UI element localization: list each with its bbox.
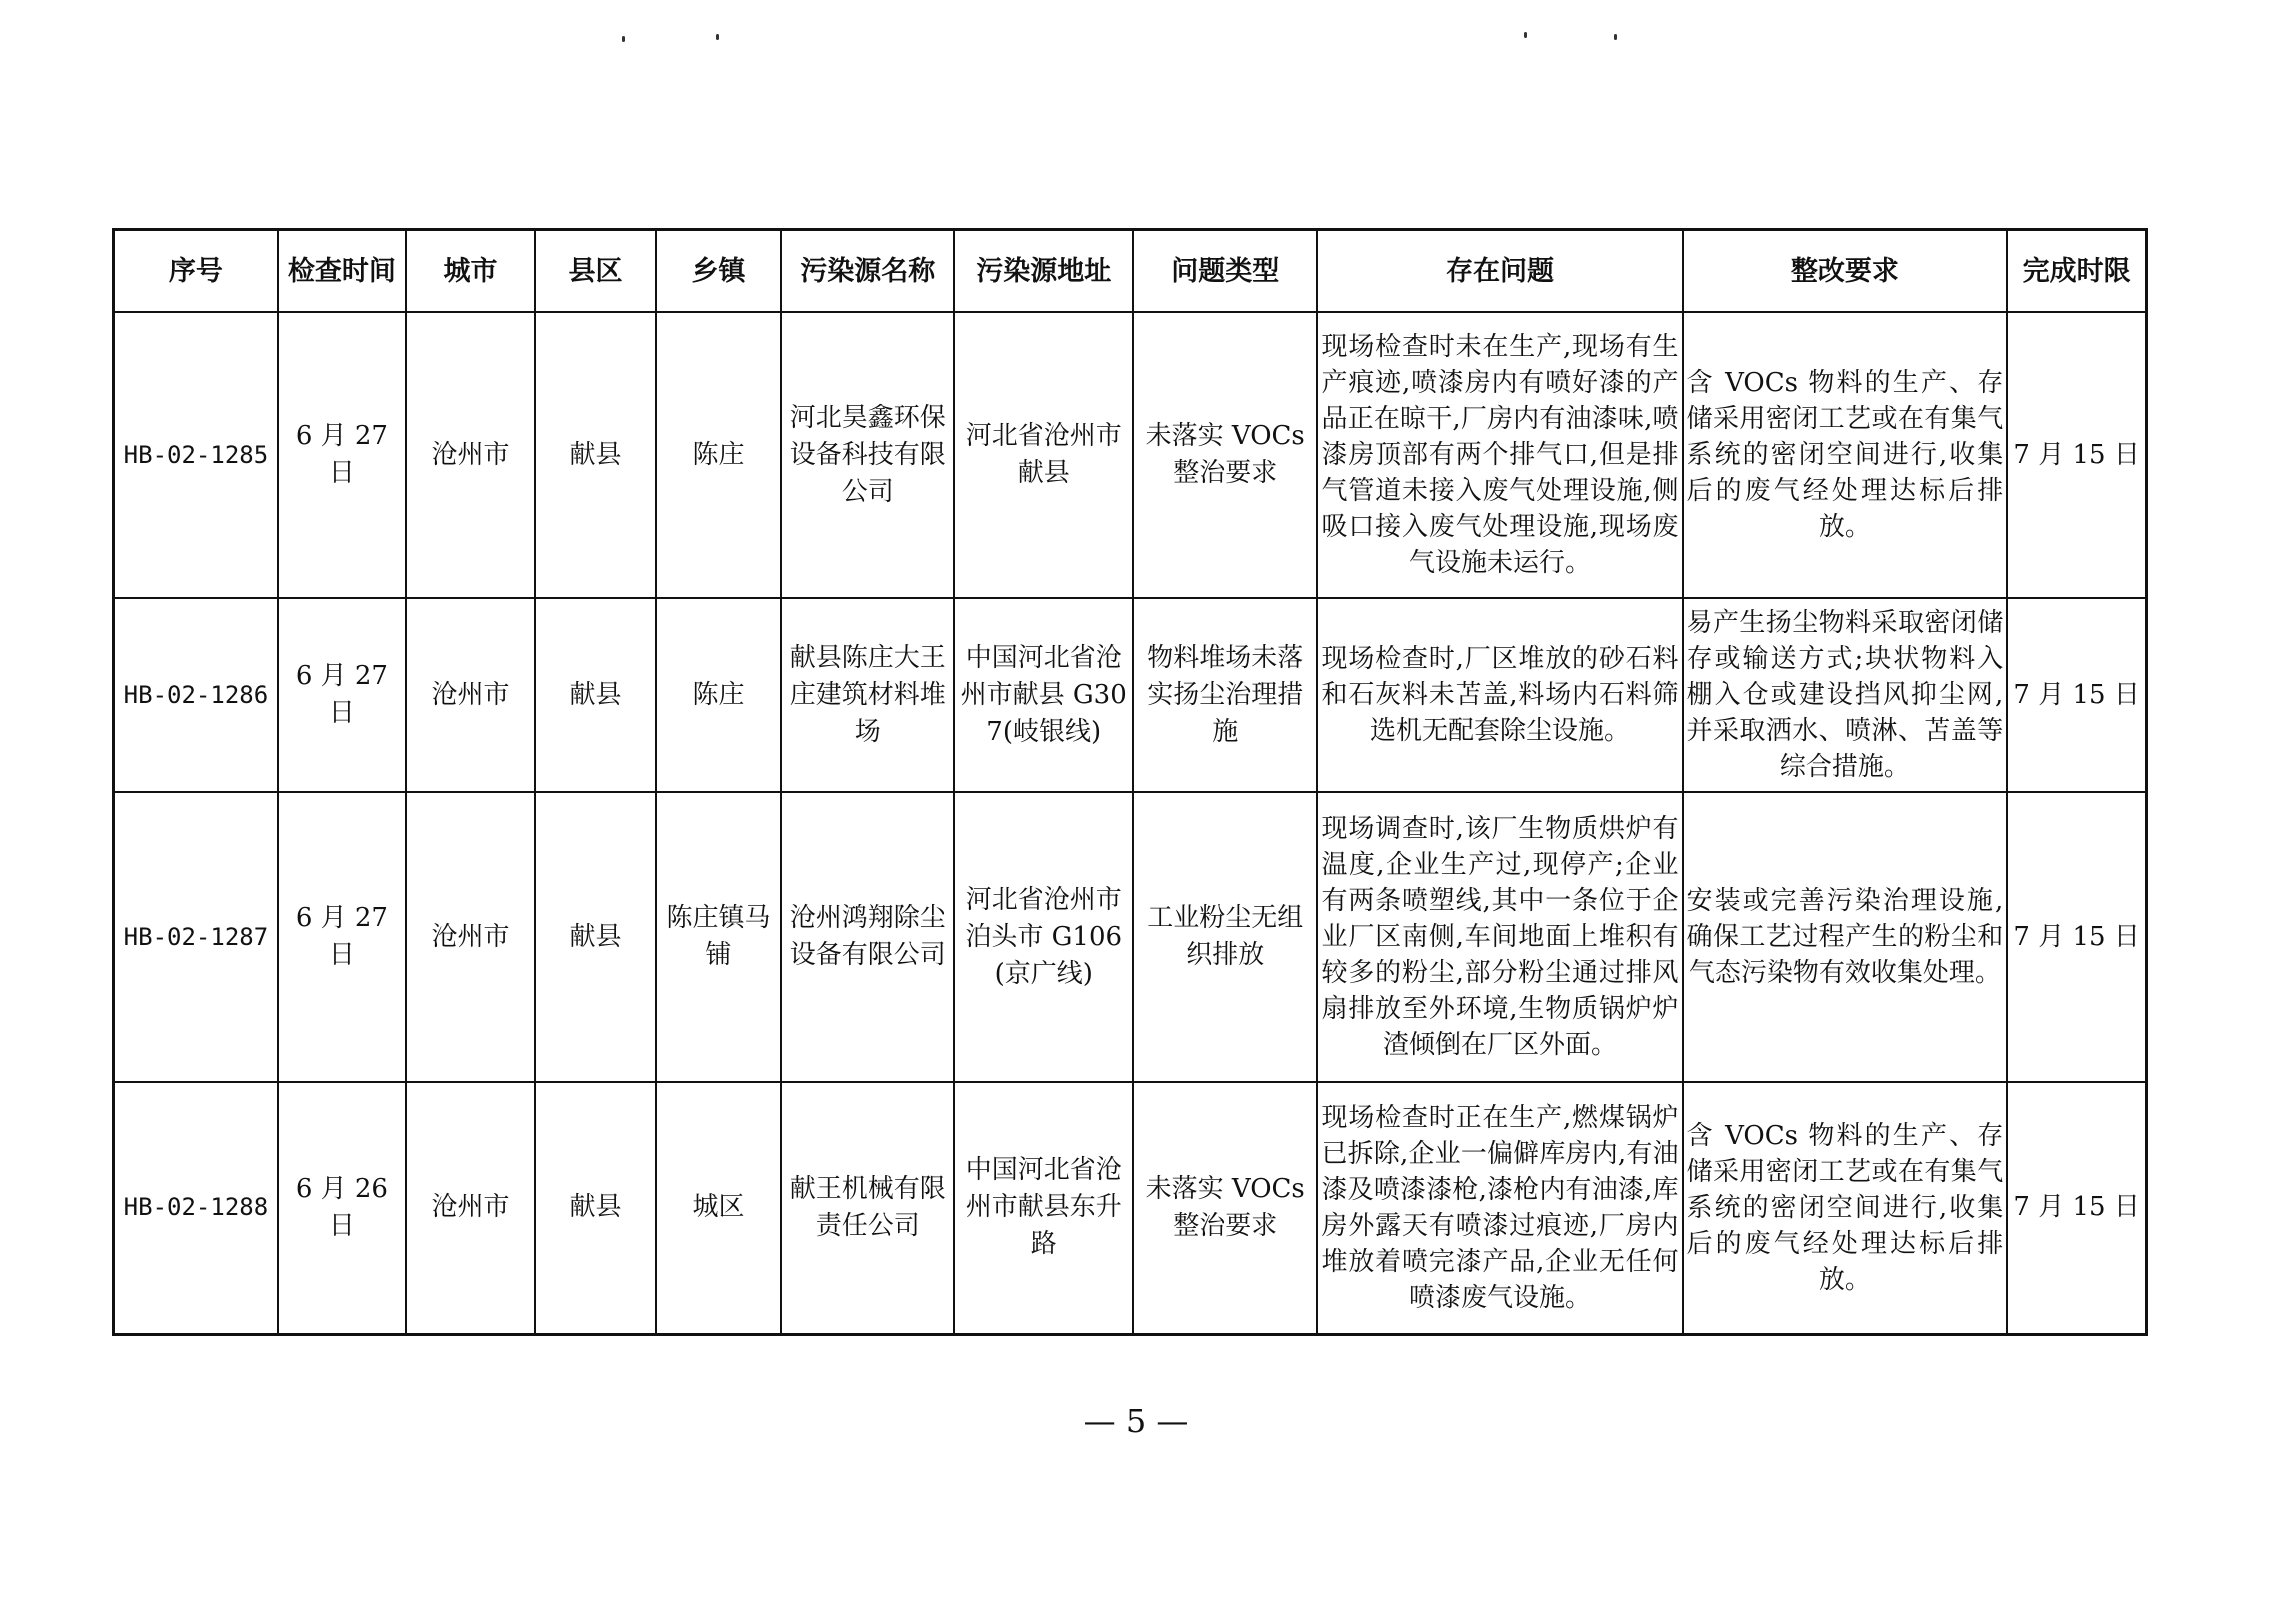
inspection-date-cell: 6 月 27 日 xyxy=(278,312,406,598)
table-row xyxy=(114,598,2147,792)
serial-number-cell: HB-02-1286 xyxy=(114,598,278,792)
deadline-cell: 7 月 15 日 xyxy=(2007,1082,2146,1334)
city-cell: 沧州市 xyxy=(406,1082,535,1334)
inspection-date-cell: 6 月 27 日 xyxy=(278,792,406,1082)
page-number: — 5 — xyxy=(1083,1402,1189,1440)
town-cell: 城区 xyxy=(656,1082,781,1334)
county-cell: 献县 xyxy=(535,1082,656,1334)
rectification-requirement-cell: 含 VOCs 物料的生产、存储采用密闭工艺或在有集气系统的密闭空间进行,收集后的废气经处理达标后排放。 xyxy=(1683,312,2008,598)
header-cell: 污染源地址 xyxy=(954,230,1132,313)
scan-speck xyxy=(622,36,625,42)
deadline-cell: 7 月 15 日 xyxy=(2007,792,2146,1082)
table-row xyxy=(114,792,2147,1082)
header-cell: 污染源名称 xyxy=(781,230,954,313)
header-cell: 整改要求 xyxy=(1683,230,2008,313)
header-cell: 问题类型 xyxy=(1133,230,1318,313)
town-cell: 陈庄镇马铺 xyxy=(656,792,781,1082)
source-name-cell: 河北昊鑫环保设备科技有限公司 xyxy=(781,312,954,598)
rectification-requirement-cell: 含 VOCs 物料的生产、存储采用密闭工艺或在有集气系统的密闭空间进行,收集后的废气经处理达标后排放。 xyxy=(1683,1082,2008,1334)
source-name-cell: 沧州鸿翔除尘设备有限公司 xyxy=(781,792,954,1082)
table-row xyxy=(114,312,2147,598)
source-address-cell: 中国河北省沧州市献县 G307(岐银线) xyxy=(954,598,1132,792)
city-cell: 沧州市 xyxy=(406,598,535,792)
deadline-cell: 7 月 15 日 xyxy=(2007,598,2146,792)
city-cell: 沧州市 xyxy=(406,792,535,1082)
serial-number-cell: HB-02-1285 xyxy=(114,312,278,598)
problem-type-cell: 未落实 VOCs 整治要求 xyxy=(1133,1082,1318,1334)
inspection-date-cell: 6 月 27 日 xyxy=(278,598,406,792)
header-cell: 检查时间 xyxy=(278,230,406,313)
problem-description-cell: 现场检查时,厂区堆放的砂石料和石灰料未苫盖,料场内石料筛选机无配套除尘设施。 xyxy=(1317,598,1682,792)
town-cell: 陈庄 xyxy=(656,598,781,792)
header-cell: 县区 xyxy=(535,230,656,313)
rectification-requirement-cell: 安装或完善污染治理设施,确保工艺过程产生的粉尘和气态污染物有效收集处理。 xyxy=(1683,792,2008,1082)
scan-speck xyxy=(716,34,719,40)
scan-speck xyxy=(1614,34,1617,40)
serial-number-cell: HB-02-1287 xyxy=(114,792,278,1082)
city-cell: 沧州市 xyxy=(406,312,535,598)
source-name-cell: 献王机械有限责任公司 xyxy=(781,1082,954,1334)
source-name-cell: 献县陈庄大王庄建筑材料堆场 xyxy=(781,598,954,792)
header-cell: 完成时限 xyxy=(2007,230,2146,313)
problem-description-cell: 现场检查时未在生产,现场有生产痕迹,喷漆房内有喷好漆的产品正在晾干,厂房内有油漆味,喷漆房顶部有两个排气口,但是排气管道未接入废气处理设施,侧吸口接入废气处理设施,现场废气设施未运行。 xyxy=(1317,312,1682,598)
header-cell: 城市 xyxy=(406,230,535,313)
header-cell: 序号 xyxy=(114,230,278,313)
header-cell: 乡镇 xyxy=(656,230,781,313)
problem-type-cell: 未落实 VOCs 整治要求 xyxy=(1133,312,1318,598)
rectification-requirement-cell: 易产生扬尘物料采取密闭储存或输送方式;块状物料入棚入仓或建设挡风抑尘网,并采取洒水、喷淋、苫盖等综合措施。 xyxy=(1683,598,2008,792)
table-row xyxy=(114,1082,2147,1334)
source-address-cell: 河北省沧州市泊头市 G106(京广线) xyxy=(954,792,1132,1082)
problem-description-cell: 现场调查时,该厂生物质烘炉有温度,企业生产过,现停产;企业有两条喷塑线,其中一条位于企业厂区南侧,车间地面上堆积有较多的粉尘,部分粉尘通过排风扇排放至外环境,生物质锅炉炉渣倾倒在厂区外面。 xyxy=(1317,792,1682,1082)
scan-speck xyxy=(1524,32,1527,38)
county-cell: 献县 xyxy=(535,598,656,792)
county-cell: 献县 xyxy=(535,312,656,598)
serial-number-cell: HB-02-1288 xyxy=(114,1082,278,1334)
deadline-cell: 7 月 15 日 xyxy=(2007,312,2146,598)
problem-type-cell: 工业粉尘无组织排放 xyxy=(1133,792,1318,1082)
problem-type-cell: 物料堆场未落实扬尘治理措施 xyxy=(1133,598,1318,792)
table-header-row xyxy=(114,230,2147,313)
source-address-cell: 中国河北省沧州市献县东升路 xyxy=(954,1082,1132,1334)
town-cell: 陈庄 xyxy=(656,312,781,598)
header-cell: 存在问题 xyxy=(1317,230,1682,313)
inspection-table xyxy=(112,228,2148,1336)
inspection-date-cell: 6 月 26 日 xyxy=(278,1082,406,1334)
problem-description-cell: 现场检查时正在生产,燃煤锅炉已拆除,企业一偏僻库房内,有油漆及喷漆漆枪,漆枪内有油漆,库房外露天有喷漆过痕迹,厂房内堆放着喷完漆产品,企业无任何喷漆废气设施。 xyxy=(1317,1082,1682,1334)
source-address-cell: 河北省沧州市献县 xyxy=(954,312,1132,598)
county-cell: 献县 xyxy=(535,792,656,1082)
